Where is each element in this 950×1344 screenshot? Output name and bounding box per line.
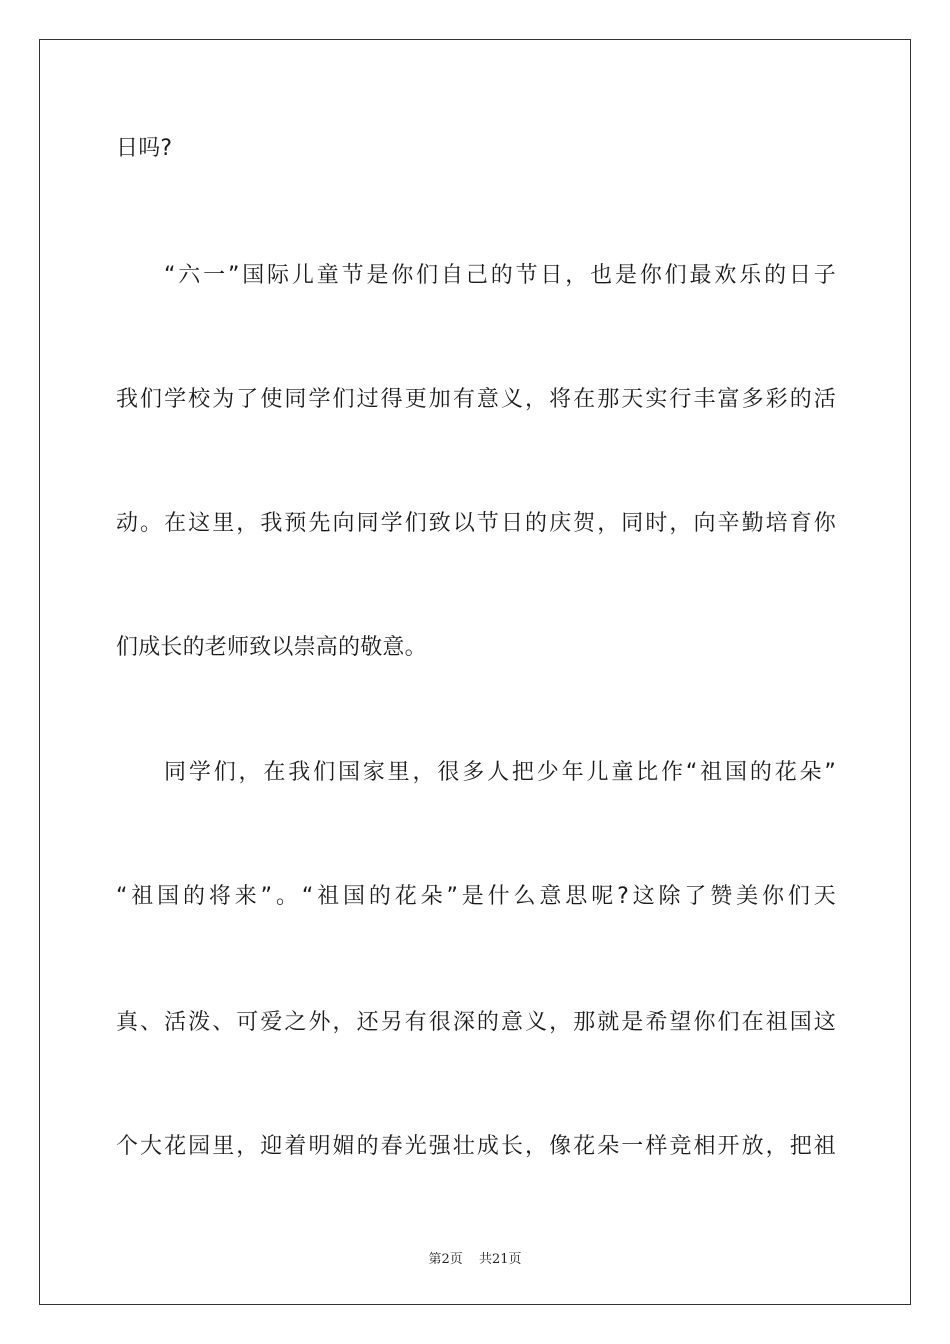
text-line: “祖国的将来”。“祖国的花朵”是什么意思呢?这除了赞美你们天: [116, 884, 836, 909]
text-line: 真、活泼、可爱之外，还另有很深的意义，那就是希望你们在祖国这: [116, 1010, 836, 1035]
paragraph-first-line: “六一”国际儿童节是你们自己的节日，也是你们最欢乐的日子: [164, 263, 836, 288]
text-line: 日吗?: [116, 136, 173, 161]
paragraph-first-line: 同学们，在我们国家里，很多人把少年儿童比作“祖国的花朵”: [164, 760, 836, 785]
total-pages: 共21页: [478, 1252, 522, 1267]
page-number: 第2页: [428, 1252, 463, 1267]
page-border: [39, 39, 911, 1305]
text-line: 动。在这里，我预先向同学们致以节日的庆贺，同时，向辛勤培育你: [116, 511, 836, 536]
page-footer: [0, 1248, 950, 1267]
text-line: 我们学校为了使同学们过得更加有意义，将在那天实行丰富多彩的活: [116, 387, 836, 412]
text-line: 们成长的老师致以崇高的敬意。: [116, 635, 427, 660]
text-line: 个大花园里，迎着明媚的春光强壮成长，像花朵一样竞相开放，把祖: [116, 1134, 836, 1159]
